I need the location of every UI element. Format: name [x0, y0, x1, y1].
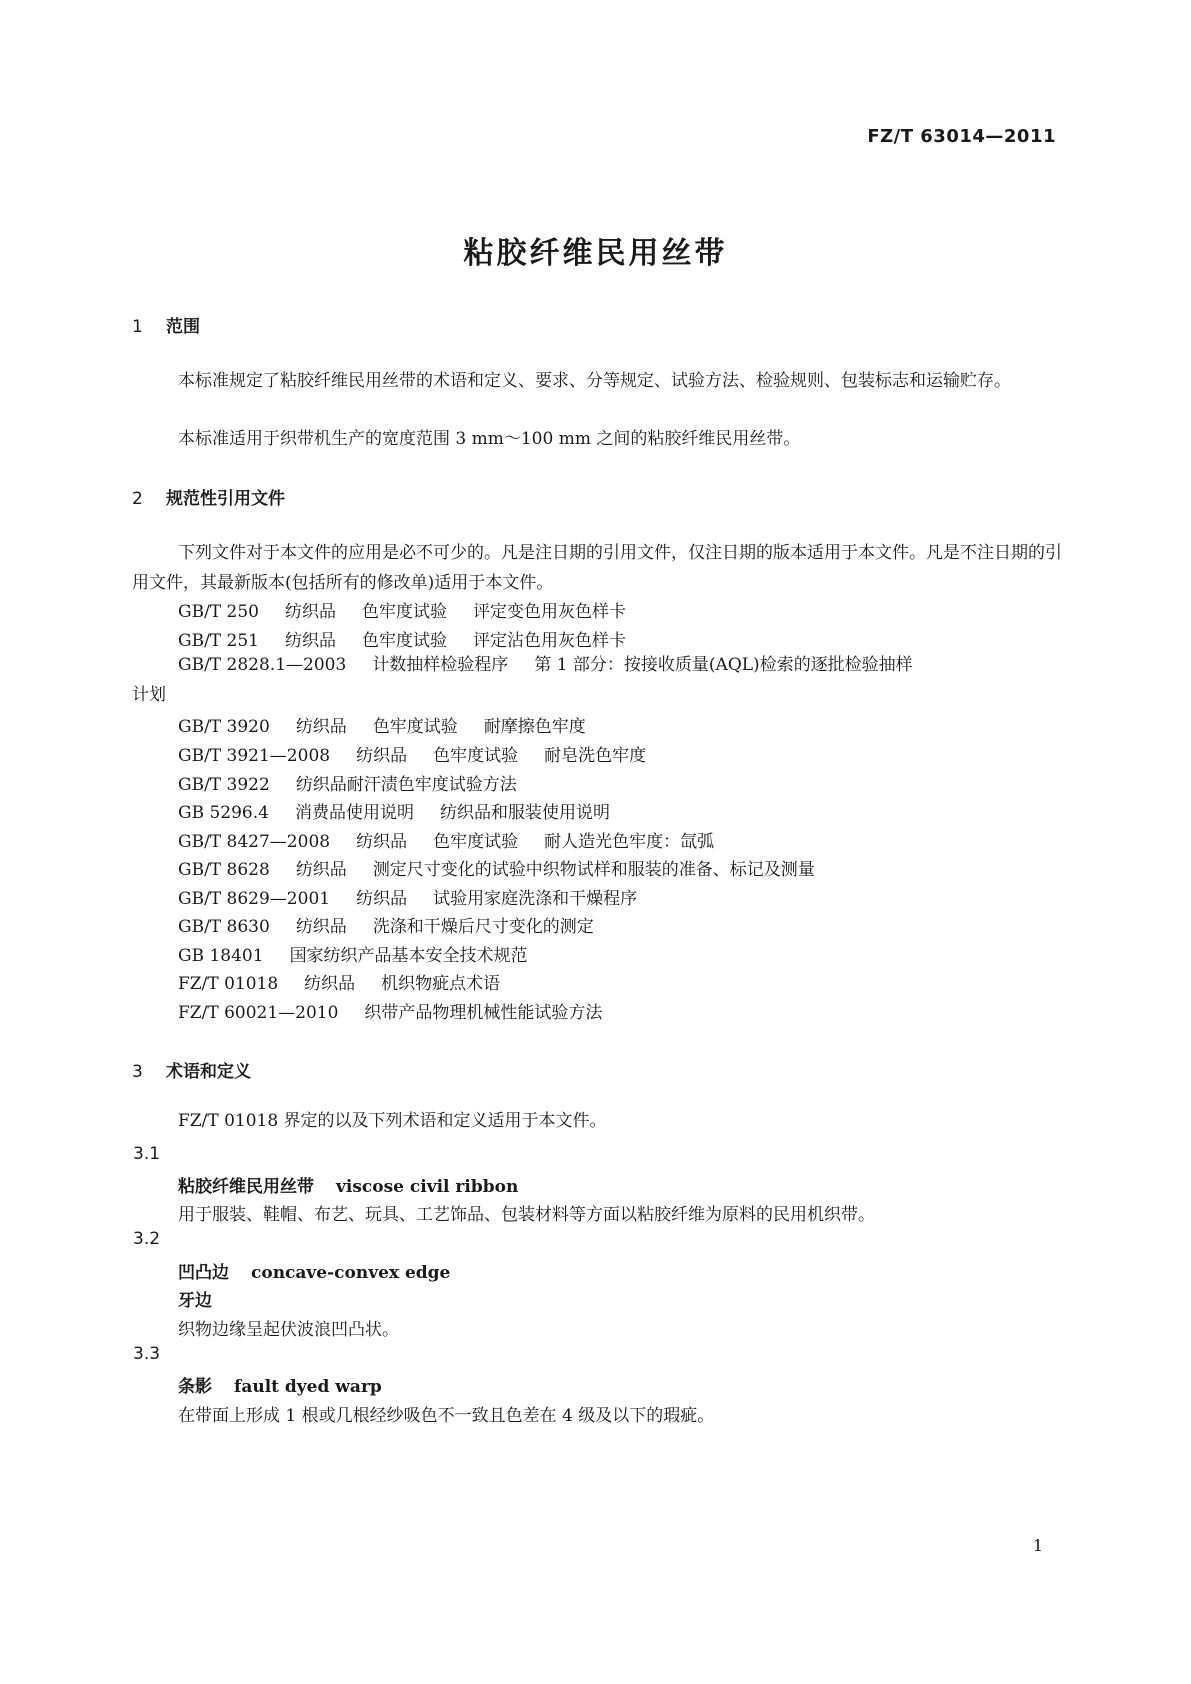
reference-title-part: 纺织品: [356, 832, 408, 852]
section-1-heading: [132, 312, 200, 337]
reference-item: [178, 770, 543, 795]
section-title: 术语和定义: [166, 1062, 251, 1082]
reference-item: [178, 912, 620, 937]
term-english: concave-convex edge: [251, 1263, 451, 1283]
term-heading: [178, 1258, 450, 1283]
reference-code: GB/T 250: [178, 602, 259, 622]
section-number: 3: [132, 1062, 143, 1082]
reference-item: [178, 798, 636, 823]
clause-number: 3.1: [133, 1144, 161, 1164]
term-chinese: 凹凸边: [178, 1263, 229, 1283]
term-chinese: 条影: [178, 1377, 212, 1397]
reference-title-part: 纺织品: [295, 717, 347, 737]
term-english: viscose civil ribbon: [336, 1177, 519, 1197]
reference-code: FZ/T 60021—2010: [178, 1003, 339, 1023]
reference-title-part: 洗涤和干燥后尺寸变化的测定: [372, 917, 594, 937]
reference-code: GB/T 8630: [178, 917, 270, 937]
reference-title-part: 色牢度试验: [372, 717, 458, 737]
reference-title-part: 国家纺织产品基本安全技术规范: [289, 946, 528, 966]
reference-code: GB/T 3920: [178, 717, 270, 737]
section-number: 1: [132, 317, 143, 337]
reference-code: GB/T 8629—2001: [178, 889, 331, 909]
reference-title-part: 纺织品耐汗渍色牢度试验方法: [295, 775, 517, 795]
reference-item: [178, 855, 841, 880]
reference-item: [178, 969, 526, 994]
clause-number: 3.3: [133, 1344, 161, 1364]
reference-title-part: 纺织品: [356, 746, 408, 766]
reference-code: GB/T 3922: [178, 775, 270, 795]
section-1-paragraph-1: 本标准规定了粘胶纤维民用丝带的术语和定义、要求、分等规定、试验方法、检验规则、包装标志和运输贮存。: [178, 371, 1011, 391]
reference-title-part: 织带产品物理机械性能试验方法: [364, 1003, 603, 1023]
term-definition: 在带面上形成 1 根或几根经纱吸色不一致且色差在 4 级及以下的瑕疵。: [178, 1406, 715, 1426]
reference-title-part: 评定变色用灰色样卡: [473, 602, 626, 622]
section-3-paragraph-1: FZ/T 01018 界定的以及下列术语和定义适用于本文件。: [178, 1111, 607, 1131]
reference-title-part: 纺织品: [285, 602, 336, 622]
section-title: 范围: [166, 317, 200, 337]
reference-title-part: 纺织品: [285, 631, 336, 651]
reference-title-part: 耐摩擦色牢度: [483, 717, 586, 737]
reference-title-part: 测定尺寸变化的试验中织物试样和服装的准备、标记及测量: [372, 860, 815, 880]
standard-code: FZ/T 63014—2011: [867, 126, 1056, 147]
term-definition: 用于服装、鞋帽、布艺、玩具、工艺饰品、包装材料等方面以粘胶纤维为原料的民用机织带。: [178, 1205, 875, 1225]
reference-title-part: 第 1 部分：按接收质量(AQL)检索的逐批检验抽样: [534, 655, 913, 675]
term-chinese: 粘胶纤维民用丝带: [178, 1177, 314, 1197]
reference-code: GB/T 3921—2008: [178, 746, 331, 766]
term-heading: [178, 1372, 382, 1397]
document-title: 粘胶纤维民用丝带: [463, 236, 728, 271]
section-2-paragraph-1: 下列文件对于本文件的应用是必不可少的。凡是注日期的引用文件，仅注日期的版本适用于本文件。凡是不注日期的引用文件，其最新版本(包括所有的修改单)适用于本文件。: [132, 543, 1062, 593]
term-heading: [178, 1172, 518, 1197]
term-definition: 织物边缘呈起伏波浪凹凸状。: [178, 1320, 399, 1340]
reference-title-part: 色牢度试验: [433, 746, 519, 766]
term-english: fault dyed warp: [234, 1377, 382, 1397]
reference-title-part: 纺织品: [295, 917, 347, 937]
reference-title-part: 评定沾色用灰色样卡: [473, 631, 626, 651]
reference-title-part: 纺织品: [304, 974, 356, 994]
section-2-heading: [132, 484, 285, 509]
term-alternate: 牙边: [178, 1291, 212, 1311]
reference-code: GB 5296.4: [178, 803, 269, 823]
section-number: 2: [132, 489, 143, 509]
reference-item: [178, 998, 628, 1023]
reference-item: [178, 827, 740, 852]
reference-title-continuation: 计划: [132, 685, 166, 705]
reference-title-part: 纺织品: [295, 860, 347, 880]
reference-title-part: 耐皂洗色牢度: [544, 746, 647, 766]
reference-item: [178, 626, 652, 651]
reference-code: FZ/T 01018: [178, 974, 279, 994]
reference-item: [132, 650, 1062, 710]
page-number: 1: [1032, 1536, 1043, 1555]
reference-item: [178, 884, 663, 909]
section-title: 规范性引用文件: [166, 489, 285, 509]
reference-title-part: 耐人造光色牢度：氙弧: [544, 832, 715, 852]
reference-title-part: 纺织品和服装使用说明: [439, 803, 610, 823]
reference-item: [178, 597, 652, 622]
reference-item: [178, 941, 554, 966]
reference-title-part: 试验用家庭洗涤和干燥程序: [433, 889, 638, 909]
reference-title-part: 色牢度试验: [362, 602, 447, 622]
reference-item: [178, 741, 672, 766]
reference-title-part: 纺织品: [356, 889, 408, 909]
reference-title-part: 机织物疵点术语: [381, 974, 501, 994]
reference-code: GB/T 8628: [178, 860, 270, 880]
reference-code: GB 18401: [178, 946, 264, 966]
reference-title-part: 计数抽样检验程序: [372, 655, 509, 675]
reference-code: GB/T 251: [178, 631, 259, 651]
reference-title-part: 色牢度试验: [362, 631, 447, 651]
reference-title-part: 消费品使用说明: [294, 803, 414, 823]
section-1-paragraph-2: 本标准适用于织带机生产的宽度范围 3 mm～100 mm 之间的粘胶纤维民用丝带。: [178, 429, 801, 449]
clause-number: 3.2: [133, 1229, 161, 1249]
reference-item: [178, 712, 612, 737]
reference-code: GB/T 8427—2008: [178, 832, 331, 852]
reference-title-part: 色牢度试验: [433, 832, 519, 852]
reference-code: GB/T 2828.1—2003: [178, 655, 347, 675]
section-3-heading: [132, 1057, 251, 1082]
